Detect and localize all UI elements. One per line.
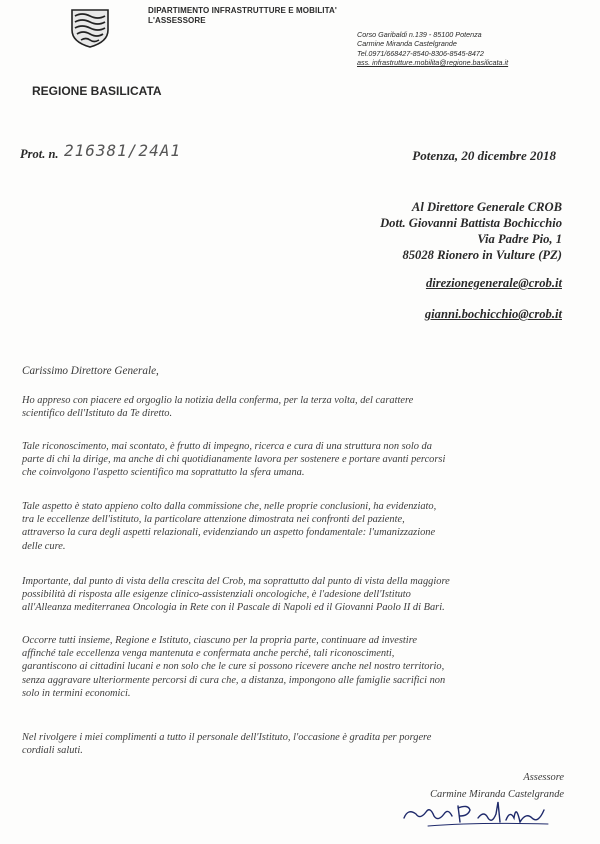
protocol-number: 216381/24A1 [64, 141, 181, 160]
contact-email[interactable]: ass. infrastrutture.mobilita@regione.basilicata.it [357, 58, 509, 68]
paragraph-line: affinché tale eccellenza venga mantenuta e confermata anche perché, tali riconoscimenti, [22, 648, 395, 660]
recipient-email-primary[interactable]: direzionegenerale@crob.it [425, 276, 562, 290]
paragraph-line: all'Alleanza mediterranea Oncologia in Rete con il Pascale di Napoli ed il Giovanni Paolo II di Bari. [22, 602, 445, 614]
paragraph-line: Tale aspetto è stato appieno colto dalla commissione che, nelle proprie conclusioni, ha evidenziato, [22, 501, 437, 512]
recipient-line: Al Direttore Generale CROB [411, 200, 562, 214]
paragraph-line: Ho appreso con piacere ed orgoglio la notizia della conferma, per la terza volta, del carattere [22, 395, 414, 406]
paragraph-line: senza aggravare ulteriormente percorsi di cura che, a distanza, impongono alle famiglie sacrifici non [22, 674, 446, 686]
recipient-line: Dott. Giovanni Battista Bochicchio [380, 216, 562, 230]
paragraph-line: Nel rivolgere i miei complimenti a tutto il personale dell'Istituto, l'occasione è gradita per porgere [22, 732, 432, 743]
paragraph [22, 731, 570, 757]
handwritten-signature [398, 796, 558, 830]
signer-role: Assessore [523, 772, 564, 783]
paragraph-line: cordiali saluti. [22, 745, 83, 757]
paragraph-line: parte di chi la dirige, ma anche di chi quotidianamente lavora per sostenere e portare avanti percorsi [22, 454, 446, 466]
region-name: REGIONE BASILICATA [32, 84, 162, 98]
letter-date: Potenza, 20 dicembre 2018 [412, 148, 556, 163]
contact-address: Corso Garibaldi n.139 - 85100 Potenza [357, 30, 482, 39]
paragraph [22, 440, 570, 480]
contact-phone: Tel.0971/668427-8540-8306-8545-8472 [357, 48, 484, 58]
paragraph-line: Importante, dal punto di vista della crescita del Crob, ma soprattutto dal punto di vista della maggiore [22, 576, 450, 587]
regione-basilicata-logo [66, 8, 114, 48]
paragraph-line: attraverso la cura degli aspetti relazionali, evidenziando un aspetto fondamentale: l'umanizzazione [22, 527, 436, 539]
paragraph [22, 394, 570, 420]
paragraph [22, 500, 570, 553]
recipient-email-secondary[interactable]: gianni.bochicchio@crob.it [424, 307, 562, 321]
paragraph-line: che coinvolgono l'aspetto scientifico ma soprattutto la sfera umana. [22, 467, 305, 479]
office-name: L'ASSESSORE [148, 16, 206, 25]
paragraph-line: solo in termini economici. [22, 687, 131, 699]
paragraph-line: scientifico dell'Istituto da Te diretto. [22, 408, 173, 420]
paragraph-line: Tale riconoscimento, mai scontato, è frutto di impegno, ricerca e cura di una struttura non solo da [22, 441, 432, 452]
paragraph-line: Occorre tutti insieme, Regione e Istituto, ciascuno per la propria parte, continuare ad investire [22, 635, 417, 646]
department-name: DIPARTIMENTO INFRASTRUTTURE E MOBILITA' [148, 6, 337, 15]
department-header [148, 6, 337, 26]
paragraph-line: delle cure. [22, 540, 66, 552]
contact-name: Carmine Miranda Castelgrande [357, 39, 457, 49]
contact-block [357, 30, 508, 68]
paragraph-line: possibilità di risposta alle esigenze clinico-assistenziali oncologiche, è l'adesione dell'Istituto [22, 589, 411, 601]
paragraph [22, 634, 570, 700]
paragraph-line: tra le eccellenze dell'istituto, la particolare attenzione dimostrata nei confronti del paziente, [22, 514, 405, 526]
signer-name: Carmine Miranda Castelgrande [430, 789, 564, 800]
paragraph [22, 575, 570, 615]
salutation: Carissimo Direttore Generale, [22, 365, 159, 377]
recipient-address [380, 199, 562, 263]
recipient-line: 85028 Rionero in Vulture (PZ) [402, 248, 562, 262]
paragraph-line: garantiscono ai cittadini lucani e non solo che le cure si possono ricevere anche nel nostro territorio, [22, 661, 445, 673]
recipient-line: Via Padre Pio, 1 [477, 232, 562, 246]
protocol-label: Prot. n. [20, 147, 59, 161]
